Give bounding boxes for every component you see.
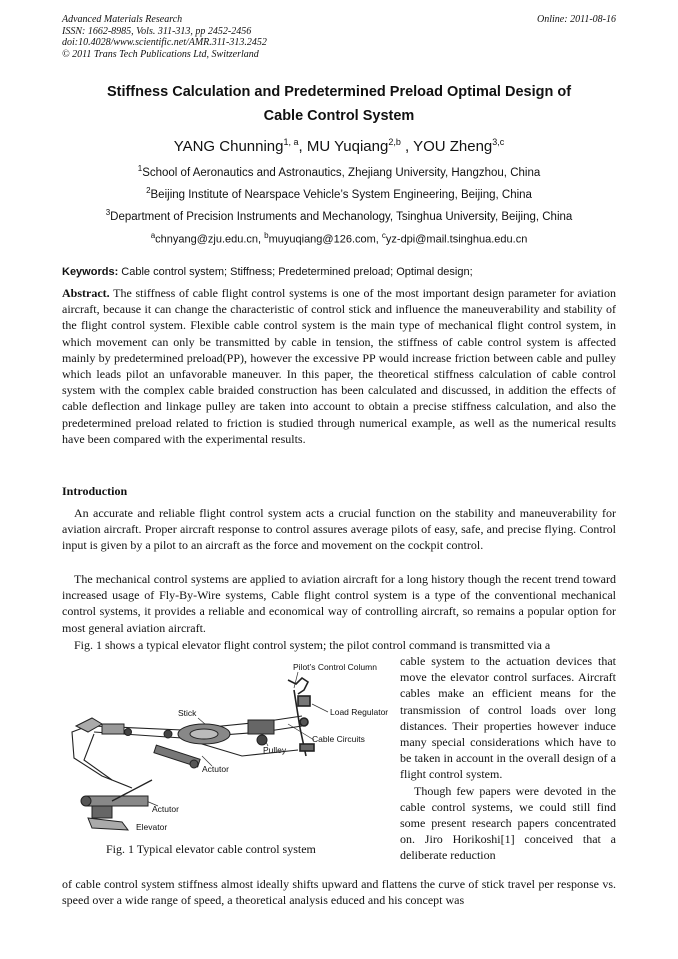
author-1: YANG Chunning <box>173 138 284 155</box>
email-a-marker: a <box>150 231 156 240</box>
label-elevator: Elevator <box>136 822 168 832</box>
label-stick: Stick <box>178 708 197 718</box>
online-date: Online: 2011-08-16 <box>537 14 616 25</box>
intro-paragraph-2: The mechanical control systems are applied to aviation aircraft for a long history though the recent trend toward increased usage of Fly-By-Wire systems, Cable flight control system is a type of the conventional mechanical control systems, it provides a reliable and economical way of controlling aircraft, so remains a popular option for most general aviation aircraft. <box>62 572 616 635</box>
figure-side-text <box>400 653 616 864</box>
email-c-marker: c <box>381 231 386 240</box>
affiliation-2-text: Beijing Institute of Nearspace Vehicle’s System Engineering, Beijing, China <box>150 188 532 201</box>
journal-copyright: © 2011 Trans Tech Publications Ltd, Switzerland <box>62 48 259 60</box>
figure-1 <box>62 660 392 860</box>
label-actutor-1: Actutor <box>202 764 229 774</box>
author-3: YOU Zheng <box>413 138 493 155</box>
side-paragraph-2: Though few papers were devoted in the cable control systems, we could still find some present research papers concentrated on. Jiro Horikoshi[1] conceived that a deliberate reduction <box>400 783 616 863</box>
title-line-1: Stiffness Calculation and Predetermined Preload Optimal Design of <box>106 84 572 100</box>
paper-title <box>62 80 616 128</box>
email-b-marker: b <box>264 231 269 240</box>
author-1-affil: 1, a <box>283 137 299 147</box>
mechanism-drawing <box>76 718 274 768</box>
affiliation-1 <box>40 164 638 179</box>
label-cable-circuits: Cable Circuits <box>312 734 365 744</box>
journal-header <box>62 14 267 60</box>
affiliation-3-text: Department of Precision Instruments and Mechanology, Tsinghua University, Beijing, China <box>110 210 573 223</box>
author-emails <box>62 231 616 246</box>
author-2-affil: 2,b <box>388 137 401 147</box>
bottom-paragraph: of cable control system stiffness almost ideally shifts upward and flattens the curve of stick travel per response vs. speed over a wide range of speed, a theoretical analysis educed and his concept was <box>62 877 616 908</box>
abstract-text: The stiffness of cable flight control systems is one of the most important design parameter for aviation aircraft, because it can change the characteristic of control stick and influence the maneuverability and stability of the flight control system. Flexible cable control system is the main type of mechanical flight control system, in which movement can only be transmitted by cable in tension, the stiffness of cable control system is affected mainly by predetermined preload(PP), however the excessive PP would increase friction between cable and pulley which leads pilot an unfavorable maneuver. In this paper, the theoretical stiffness calculation of cable control system with the complex cable braided construction has been calculated and discussed, in addition the effects of cable deflection and linkage pulley are taken into account to obtain a precise stiffness calculation, and also the predetermined preload related to friction is studied through numerical example, as well as the numerical results have been compared with the experimental results. <box>62 286 616 446</box>
section-heading-introduction: Introduction <box>62 484 128 498</box>
journal-issn: ISSN: 1662-8985, Vols. 311-313, pp 2452-2456 <box>62 25 252 37</box>
affiliation-1-text: School of Aeronautics and Astronautics, Zhejiang University, Hangzhou, China <box>142 166 541 179</box>
title-line-2: Cable Control System <box>263 108 415 124</box>
author-list: YANG Chunning$^{1, a}$, MU Yuqiang$^{2,b}$ , YOU Zheng$^{3,c}$ <box>173 137 505 155</box>
abstract <box>62 285 616 447</box>
email-a: chnyang@zju.edu.cn, <box>155 233 265 246</box>
label-pilot-column: Pilot’s Control Column <box>293 662 377 672</box>
affiliation-2 <box>40 186 638 201</box>
label-actutor-2: Actutor <box>152 804 179 814</box>
author-3-affil: 3,c <box>492 137 505 147</box>
keywords-text: Cable control system; Stiffness; Predetermined preload; Optimal design; <box>118 266 473 278</box>
journal-name: Advanced Materials Research <box>62 14 183 25</box>
journal-doi: doi:10.4028/www.scientific.net/AMR.311-313.2452 <box>62 37 267 48</box>
side-paragraph-1: cable system to the actuation devices that move the elevator control surfaces. Aircraft cables make an efficient means for the transmission of control loads over long distances. Their properties however induce many special considerations which have to be taken in account in the overall design of a flight control system. <box>400 654 616 782</box>
affiliation-3 <box>40 208 638 223</box>
email-b: muyuqiang@126.com, <box>268 233 382 246</box>
label-load-regulator: Load Regulator <box>330 707 389 717</box>
affiliation-3-number: 3 <box>105 208 111 217</box>
abstract-label: Abstract. <box>62 286 110 300</box>
figure-1-caption: Fig. 1 Typical elevator cable control system <box>106 842 316 856</box>
elevator-control-diagram <box>62 660 392 860</box>
intro-paragraph-1: An accurate and reliable flight control system acts a crucial function on the stability and maneuverability for aviation aircraft. Proper aircraft response to control assures average pilots of easy, safe, and precise flying. Control input is given by a pilot to an aircraft as the force and movement on the cockpit control. <box>62 506 616 553</box>
affiliation-2-number: 2 <box>146 186 151 195</box>
intro-paragraph-3: Fig. 1 shows a typical elevator flight control system; the pilot control command is transmitted via a <box>74 638 551 652</box>
affiliation-1-number: 1 <box>137 164 143 173</box>
keywords-label: Keywords: <box>62 266 119 278</box>
label-pulley: Pulley <box>263 745 287 755</box>
author-2: MU Yuqiang <box>306 138 389 155</box>
email-c: yz-dpi@mail.tsinghua.edu.cn <box>385 233 528 246</box>
keywords <box>62 266 616 278</box>
